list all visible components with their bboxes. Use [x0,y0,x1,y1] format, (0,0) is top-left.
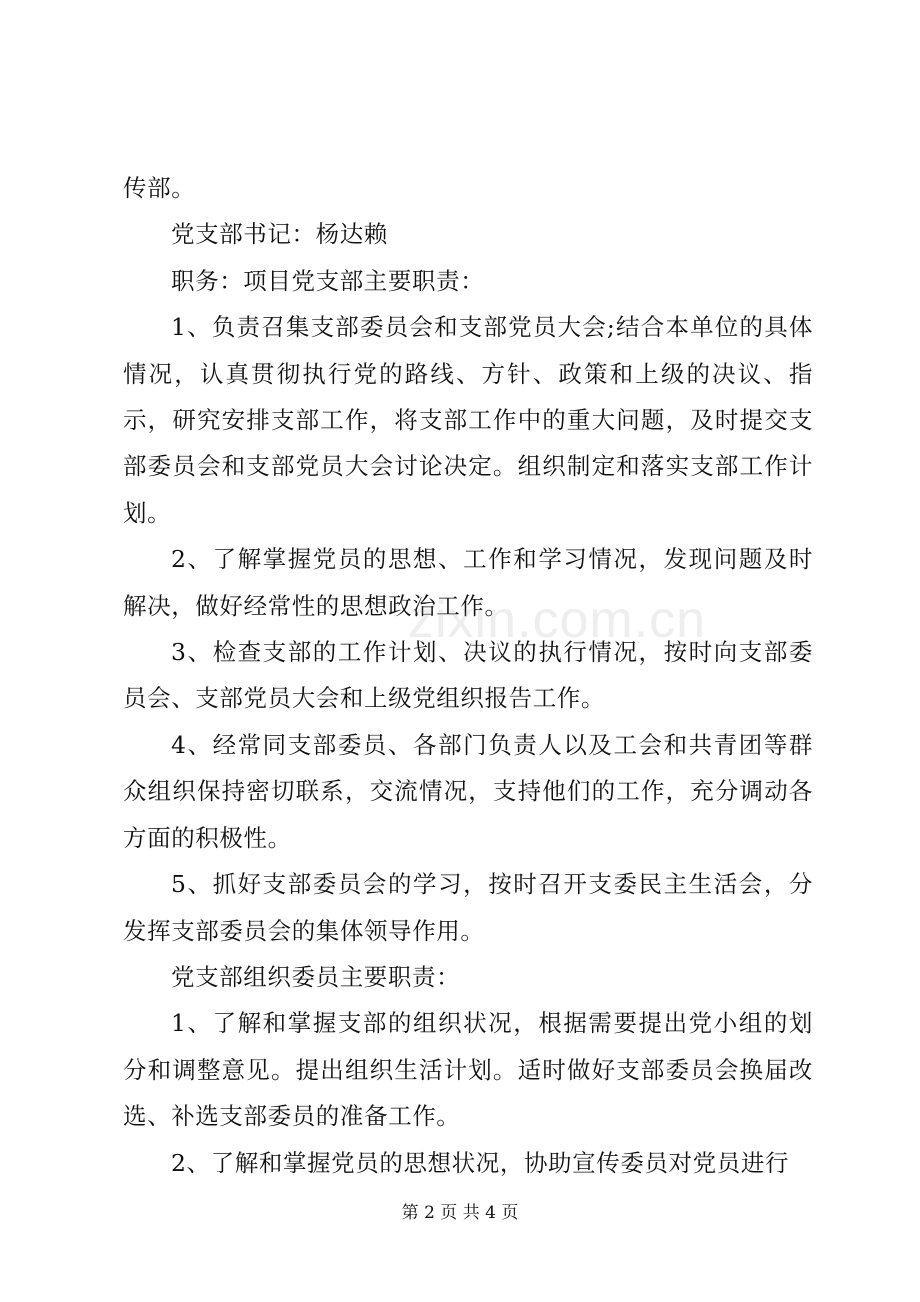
paragraph: 1、了解和掌握支部的组织状况，根据需要提出党小组的划分和调整意见。提出组织生活计划。适时做好支部委员会换届改选、补选支部委员的准备工作。 [123,1009,813,1131]
paragraph: 5、抓好支部委员会的学习，按时召开支委民主生活会，分发挥支部委员会的集体领导作用。 [123,870,813,945]
paragraph: 职务：项目党支部主要职责： [171,266,485,295]
paragraph: 2、了解和掌握党员的思想状况，协助宣传委员对党员进行 [171,1148,790,1177]
page-number-footer: 第 2 页 共 4 页 [401,1203,519,1223]
paragraph: 3、检查支部的工作计划、决议的执行情况，按时向支部委员会、支部党员大会和上级党组织报告工作。 [123,638,813,713]
paragraph: 4、经常同支部委员、各部门负责人以及工会和共青团等群众组织保持密切联系，交流情况，支持他们的工作，充分调动各方面的积极性。 [123,730,813,852]
paragraph: 1、负责召集支部委员会和支部党员大会;结合本单位的具体情况，认真贯彻执行党的路线、方针、政策和上级的决议、指示，研究安排支部工作，将支部工作中的重大问题，及时提交支部委员会和支部党员大会讨论决定。组织制定和落实支部工作计划。 [123,313,813,527]
paragraph: 2、了解掌握党员的思想、工作和学习情况，发现问题及时解决，做好经常性的思想政治工作。 [123,545,813,620]
document-body [123,165,813,1186]
watermark: zixin.com.cn [408,591,707,649]
paragraph: 党支部组织委员主要职责： [171,962,461,991]
paragraph: 党支部书记：杨达赖 [171,220,388,249]
paragraph: 传部。 [123,174,196,202]
